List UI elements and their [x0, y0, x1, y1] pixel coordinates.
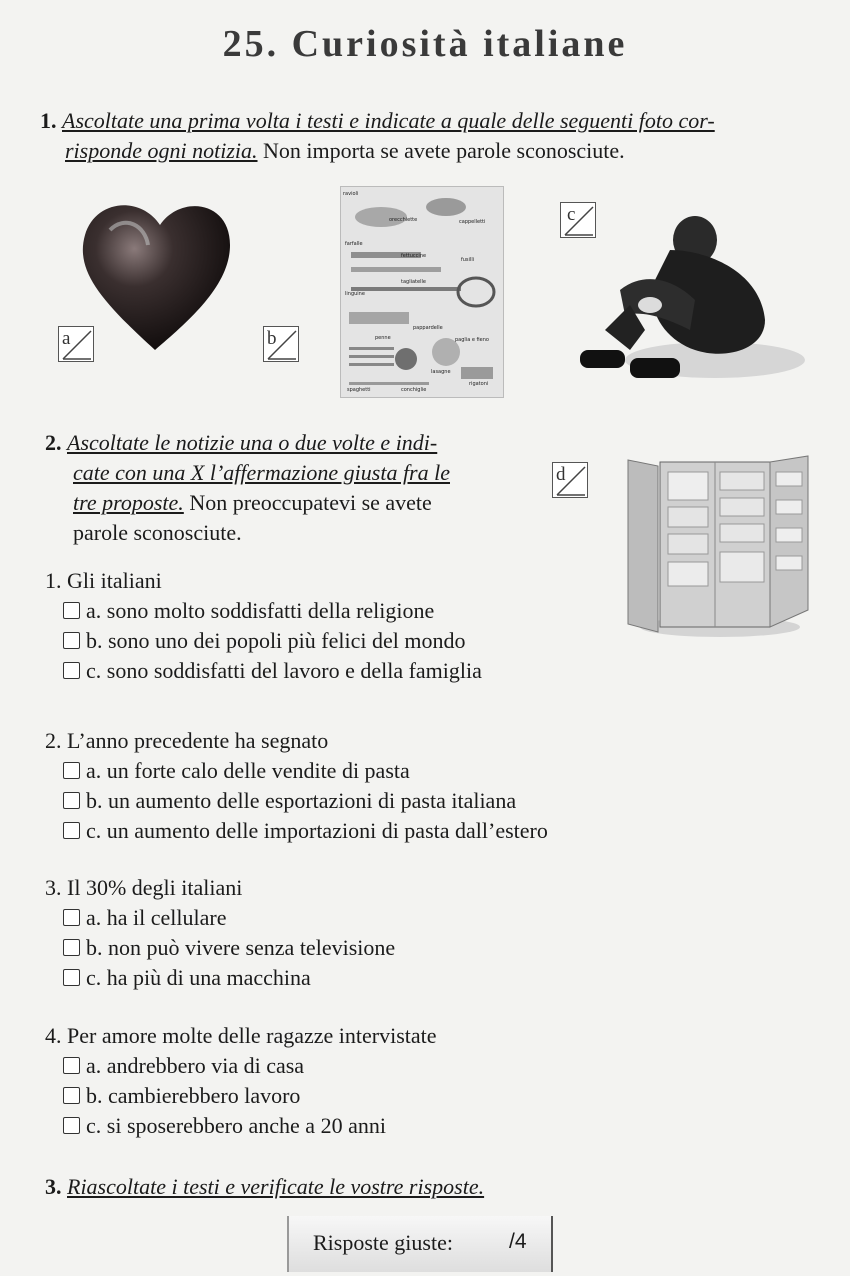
page-title: 25. Curiosità italiane [222, 23, 628, 65]
exercise-2-line2: cate con una X l’affermazione giusta fra le [73, 460, 450, 485]
photo-label-d: d [552, 462, 588, 498]
exercise-2-instructions [45, 428, 515, 548]
pasta-label: tagliatelle [401, 279, 426, 285]
chocolate-heart-image [70, 190, 240, 360]
exercise-1-instructions [40, 106, 830, 166]
pasta-label: lasagne [431, 369, 451, 375]
pasta-label: spaghetti [347, 387, 371, 393]
exercise-2-line4: parole sconosciute. [73, 520, 242, 545]
option[interactable]: c. ha più di una macchina [45, 963, 645, 993]
pasta-label: farfalle [345, 241, 363, 247]
checkbox[interactable] [63, 792, 80, 809]
photo-label-b: b [263, 326, 299, 362]
pasta-label: conchiglie [401, 387, 427, 393]
question-3: 3. Il 30% degli italiani [45, 875, 243, 900]
sad-person-image [575, 210, 805, 390]
score-box [287, 1216, 553, 1272]
option[interactable]: b. non può vivere senza televisione [45, 933, 645, 963]
photo-label-c: c [560, 202, 596, 238]
exercise-1-instruction-line2: risponde ogni notizia. [65, 138, 258, 163]
pasta-label: fettuccine [401, 253, 427, 259]
pasta-label: orecchiette [389, 217, 418, 223]
exercise-2-line1: Ascoltate le notizie una o due volte e indi- [67, 430, 438, 455]
checkbox[interactable] [63, 602, 80, 619]
pasta-label: cappelletti [459, 219, 486, 225]
pasta-label: paglia e fieno [455, 337, 489, 343]
option[interactable]: a. un forte calo delle vendite di pasta [45, 756, 665, 786]
checkbox[interactable] [63, 939, 80, 956]
exercise-3-instruction: Riascoltate i testi e verificate le vostre risposte. [67, 1174, 485, 1199]
exercise-3-number: 3. [45, 1174, 62, 1199]
pasta-label: fusilli [461, 257, 475, 263]
question-1: 1. Gli italiani [45, 568, 162, 593]
pasta-chart-image [340, 186, 504, 398]
option[interactable]: a. sono molto soddisfatti della religione [45, 596, 645, 626]
pasta-label: rigatoni [469, 381, 489, 387]
question-4: 4. Per amore molte delle ragazze intervistate [45, 1023, 437, 1048]
option[interactable]: b. un aumento delle esportazioni di pasta italiana [45, 786, 665, 816]
refrigerator-image [620, 452, 812, 642]
option[interactable]: c. si sposerebbero anche a 20 anni [45, 1111, 645, 1141]
checkbox[interactable] [63, 662, 80, 679]
pasta-label: penne [375, 335, 391, 341]
option[interactable]: a. andrebbero via di casa [45, 1051, 645, 1081]
exercise-2-line3: tre proposte. [73, 490, 184, 515]
pasta-label: linguine [345, 291, 365, 297]
checkbox[interactable] [63, 1087, 80, 1104]
option[interactable]: a. ha il cellulare [45, 903, 645, 933]
checkbox[interactable] [63, 822, 80, 839]
score-value: /4 [509, 1230, 527, 1253]
exercise-1-instruction-rest: Non importa se avete parole sconosciute. [257, 138, 625, 163]
option[interactable]: c. un aumento delle importazioni di pasta dall’estero [45, 816, 665, 846]
exercise-1-number: 1. [40, 108, 57, 133]
checkbox[interactable] [63, 1117, 80, 1134]
question-2: 2. L’anno precedente ha segnato [45, 728, 329, 753]
score-label: Risposte giuste: [313, 1230, 453, 1255]
photo-label-a: a [58, 326, 94, 362]
checkbox[interactable] [63, 632, 80, 649]
checkbox[interactable] [63, 969, 80, 986]
checkbox[interactable] [63, 909, 80, 926]
exercise-2-number: 2. [45, 430, 62, 455]
pasta-label: ravioli [343, 191, 359, 197]
checkbox[interactable] [63, 1057, 80, 1074]
option[interactable]: b. sono uno dei popoli più felici del mondo [45, 626, 645, 656]
option[interactable]: c. sono soddisfatti del lavoro e della famiglia [45, 656, 645, 686]
pasta-label: pappardelle [413, 325, 443, 331]
exercise-3-instructions [45, 1172, 745, 1202]
question-block-3 [45, 873, 645, 993]
exercise-2-line3-rest: Non preoccupatevi se avete [183, 490, 432, 515]
option[interactable]: b. cambierebbero lavoro [45, 1081, 645, 1111]
exercise-1-instruction-line1: Ascoltate una prima volta i testi e indicate a quale delle seguenti foto cor- [62, 108, 715, 133]
question-block-2 [45, 726, 665, 846]
question-block-1 [45, 566, 645, 686]
checkbox[interactable] [63, 762, 80, 779]
question-block-4 [45, 1021, 645, 1141]
